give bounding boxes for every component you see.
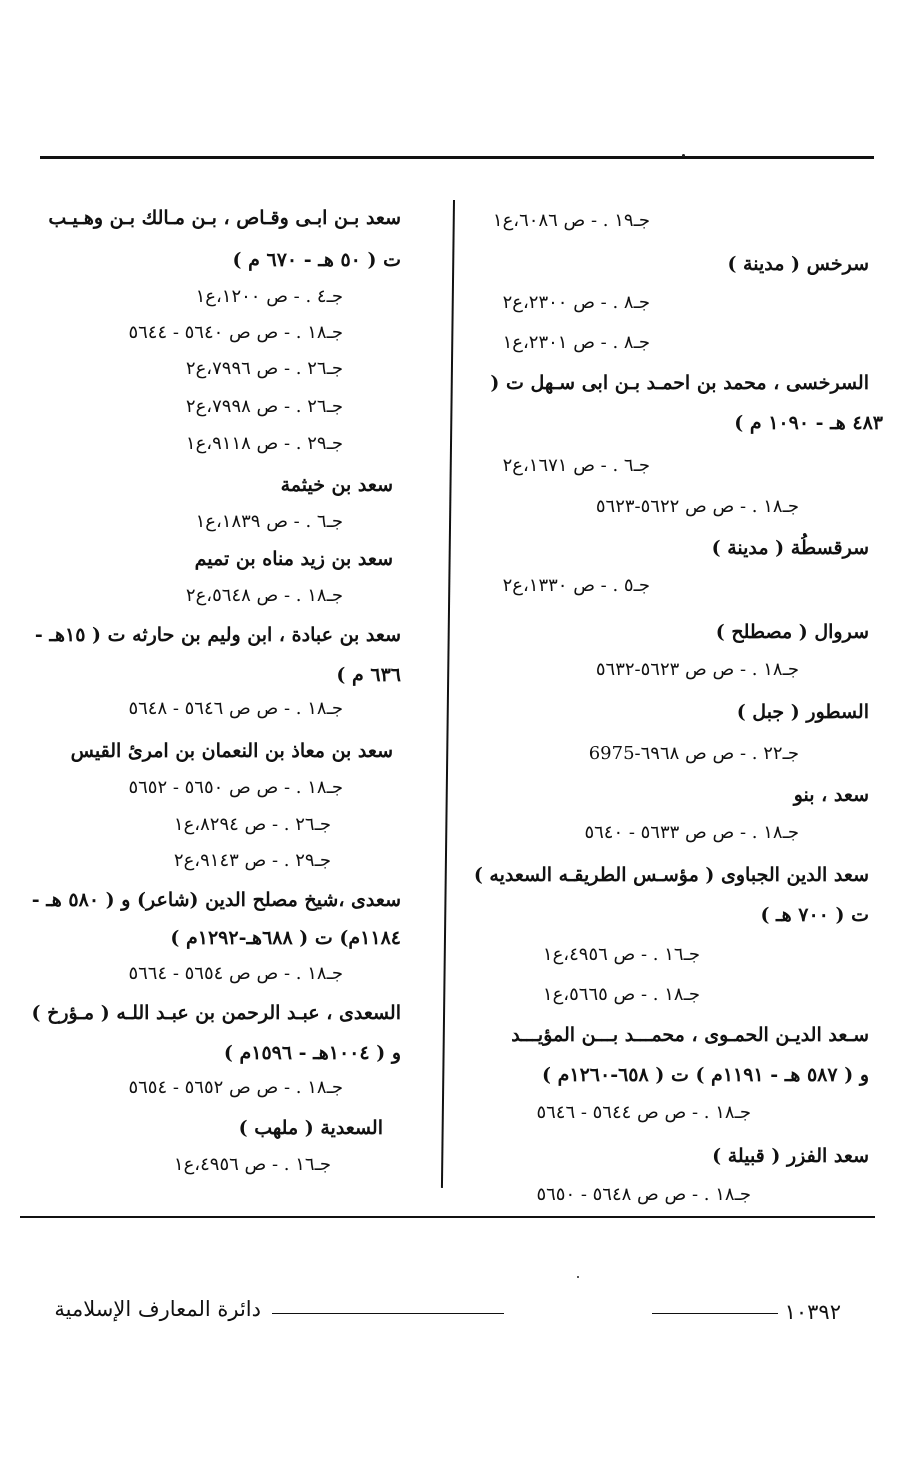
page-number: ١٠٣٩٢ xyxy=(784,1300,841,1324)
index-reference: جـ١٨ . - ص ص ٥٦٣٣ - ٥٦٤٠ xyxy=(584,822,799,843)
index-heading: سعد بـن ابـى وقـاص ، بـن مـالك بـن وهـيـب xyxy=(48,207,401,229)
index-reference: جـ١٦ . - ص ٤٩٥٦،ع١ xyxy=(173,1154,331,1175)
index-reference: جـ٢٦ . - ص ٧٩٩٦،ع٢ xyxy=(185,358,343,379)
index-reference: جـ١٩ . - ص ٦٠٨٦،ع١ xyxy=(492,210,650,231)
index-heading: سـعد الديـن الحمـوى ، محمـــد بـــن المؤيـــد xyxy=(511,1024,869,1046)
scan-speck xyxy=(577,1276,579,1278)
index-reference: جـ١٨ . - ص ص ٥٦٢٣-٥٦٣٢ xyxy=(595,659,799,680)
index-heading: سعد بن معاذ بن النعمان بن امرئ القيس xyxy=(70,740,393,762)
index-reference: جـ٨ . - ص ٢٣٠٠،ع٢ xyxy=(502,292,650,313)
index-reference: جـ٢٩ . - ص ٩١١٨،ع١ xyxy=(185,433,343,454)
index-reference: جـ١٨ . - ص ص ٥٦٥٠ - ٥٦٥٢ xyxy=(128,777,343,798)
top-rule xyxy=(40,156,874,159)
index-reference: جـ١٨ . - ص ص ٥٦٢٢-٥٦٢٣ xyxy=(595,496,799,517)
index-heading: ١١٨٤م) ت ( ٦٨٨هـ-١٢٩٢م ) xyxy=(170,927,401,949)
index-heading: السطور ( جبل ) xyxy=(736,701,869,723)
index-heading: و ( ٥٨٧ هـ - ١١٩١م ) ت ( ٦٥٨-١٢٦٠م ) xyxy=(542,1064,869,1086)
index-reference: جـ١٨ . - ص ٥٦٤٨،ع٢ xyxy=(185,585,343,606)
index-heading: سعد بن زيد مناه بن تميم xyxy=(194,548,393,570)
index-reference: جـ١٨ . - ص ص ٥٦٥٤ - ٥٦٦٤ xyxy=(128,963,343,984)
index-reference: جـ١٨ . - ص ص ٥٦٥٢ - ٥٦٥٤ xyxy=(128,1077,343,1098)
index-reference: جـ٢٩ . - ص ٩١٤٣،ع٢ xyxy=(173,850,331,871)
bottom-rule xyxy=(20,1216,875,1218)
index-heading: ت ( ٥٠ هـ - ٦٧٠ م ) xyxy=(232,249,401,271)
index-heading: و ( ١٠٠٤هـ - ١٥٩٦م ) xyxy=(223,1042,401,1064)
index-heading: سعد الفزر ( قبيلة ) xyxy=(712,1145,869,1167)
index-heading: سعد الدين الجباوى ( مؤسـس الطريقـه السعديه ) xyxy=(473,864,869,886)
footer-rule-right xyxy=(652,1313,778,1314)
index-heading: ٦٣٦ م ) xyxy=(336,664,401,686)
index-reference: جـ١٨ . - ص ص ٥٦٤٤ - ٥٦٤٦ xyxy=(536,1102,751,1123)
index-heading: سعد بن خيثمة xyxy=(280,474,393,496)
column-divider xyxy=(441,200,455,1188)
index-reference: جـ١٨ . - ص ٥٦٦٥،ع١ xyxy=(542,984,700,1005)
footer-rule-left xyxy=(272,1313,504,1314)
index-reference: جـ٨ . - ص ٢٣٠١،ع١ xyxy=(502,332,650,353)
index-heading: السعدية ( ملهب ) xyxy=(238,1117,383,1139)
index-heading: سرخس ( مدينة ) xyxy=(727,253,869,275)
index-heading: ٤٨٣ هـ - ١٠٩٠ م ) xyxy=(734,412,883,434)
publication-title: دائرة المعارف الإسلامية xyxy=(54,1297,261,1321)
index-reference: جـ١٨ . - ص ص ٥٦٤٠ - ٥٦٤٤ xyxy=(128,322,343,343)
index-heading: السرخسى ، محمد بن احمـد بـن ابى سـهل ت ( xyxy=(490,372,869,394)
index-reference: جـ٢٦ . - ص ٨٢٩٤،ع١ xyxy=(173,814,331,835)
index-reference: جـ٤ . - ص ١٢٠٠،ع١ xyxy=(195,286,343,307)
index-reference: جـ١٨ . - ص ص ٥٦٤٦ - ٥٦٤٨ xyxy=(128,698,343,719)
index-reference: جـ٦ . - ص ١٦٧١،ع٢ xyxy=(502,455,650,476)
index-reference: جـ٢٦ . - ص ٧٩٩٨،ع٢ xyxy=(185,396,343,417)
index-reference: جـ١٦ . - ص ٤٩٥٦،ع١ xyxy=(542,944,700,965)
index-heading: سعد بن عبادة ، ابن وليم بن حارثه ت ( ١٥هـ - xyxy=(34,624,401,646)
index-reference: جـ١٨ . - ص ص ٥٦٤٨ - ٥٦٥٠ xyxy=(536,1184,751,1205)
index-reference: جـ٥ . - ص ١٣٣٠،ع٢ xyxy=(502,575,650,596)
index-heading: السعدى ، عبـد الرحمن بن عبـد اللـه ( مـؤرخ ) xyxy=(31,1002,401,1024)
index-heading: سعدى ،شيخ مصلح الدين (شاعر) و ( ٥٨٠ هـ - xyxy=(31,889,401,911)
index-heading: ت ( ٧٠٠ هـ ) xyxy=(760,904,869,926)
index-heading: سرقسطُة ( مدينة ) xyxy=(711,537,869,559)
index-reference: جـ٢٢ . - ص ص ٦٩٦٨-6975 xyxy=(588,743,799,764)
scan-speck xyxy=(682,154,685,157)
index-heading: سعد ، بنو xyxy=(793,784,869,806)
index-reference: جـ٦ . - ص ١٨٣٩،ع١ xyxy=(195,511,343,532)
index-heading: سروال ( مصطلح ) xyxy=(715,621,869,643)
